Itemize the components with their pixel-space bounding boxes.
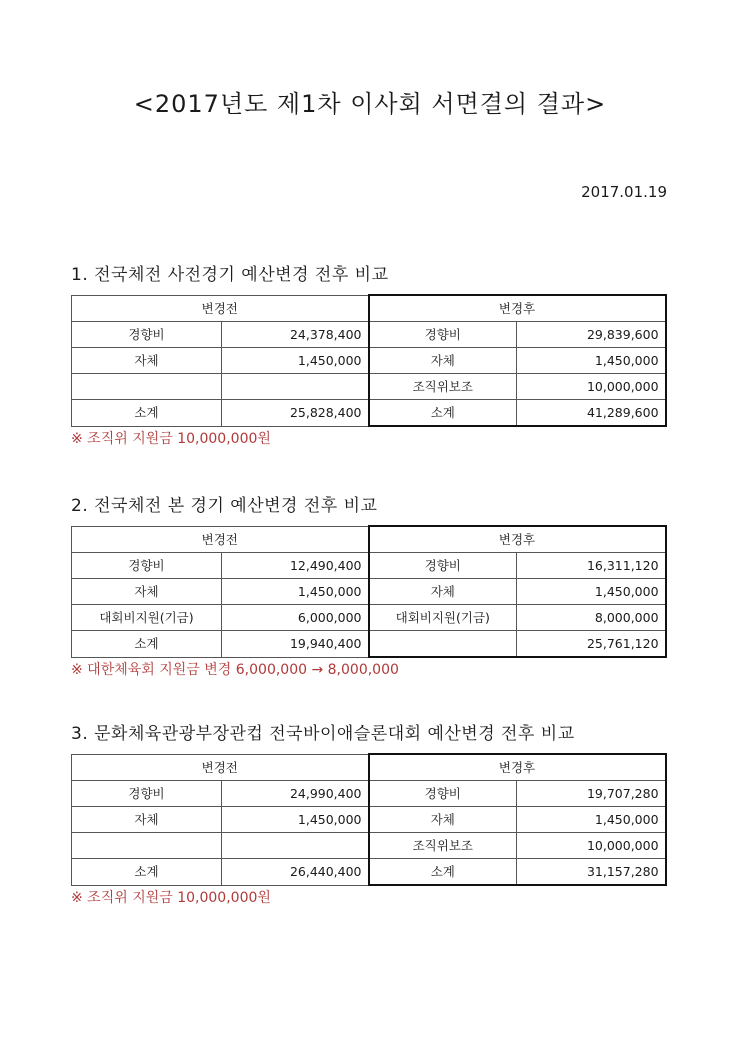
- table-header-row: [72, 295, 666, 322]
- after-label: 자체: [369, 348, 517, 374]
- before-value: [222, 833, 369, 859]
- before-header: 변경전: [72, 295, 369, 322]
- before-label: 소계: [72, 400, 222, 427]
- table-row: [72, 605, 666, 631]
- section-note: ※ 대한체육회 지원금 변경 6,000,000 → 8,000,000: [71, 662, 399, 678]
- section-note: ※ 조직위 지원금 10,000,000원: [71, 890, 271, 906]
- page-title: <2017년도 제1차 이사회 서면결의 결과>: [133, 90, 607, 118]
- before-label: 대회비지원(기금): [72, 605, 222, 631]
- after-label: 소계: [369, 400, 517, 427]
- after-value: 31,157,280: [517, 859, 666, 886]
- before-value: 6,000,000: [222, 605, 369, 631]
- budget-comparison-table: [71, 753, 667, 886]
- after-value: 19,707,280: [517, 781, 666, 807]
- table-row: [72, 322, 666, 348]
- before-value: 25,828,400: [222, 400, 369, 427]
- after-label: 경향비: [369, 781, 517, 807]
- before-value: 24,378,400: [222, 322, 369, 348]
- before-value: 12,490,400: [222, 553, 369, 579]
- before-label: [72, 833, 222, 859]
- section-1: [71, 264, 665, 449]
- before-value: 1,450,000: [222, 579, 369, 605]
- after-label: 대회비지원(기금): [369, 605, 517, 631]
- before-label: 소계: [72, 631, 222, 658]
- after-label: 소계: [369, 859, 517, 886]
- after-value: 10,000,000: [517, 833, 666, 859]
- after-value: 1,450,000: [517, 807, 666, 833]
- before-value: [222, 374, 369, 400]
- table-header-row: [72, 526, 666, 553]
- after-label: 자체: [369, 807, 517, 833]
- after-label: 경향비: [369, 553, 517, 579]
- table-row-subtotal: [72, 859, 666, 886]
- after-value: 25,761,120: [517, 631, 666, 658]
- table-row: [72, 807, 666, 833]
- table-row-subtotal: [72, 631, 666, 658]
- table-row: [72, 374, 666, 400]
- after-value: 10,000,000: [517, 374, 666, 400]
- after-header: 변경후: [369, 295, 666, 322]
- section-heading: 1. 전국체전 사전경기 예산변경 전후 비교: [71, 265, 389, 285]
- after-label: 경향비: [369, 322, 517, 348]
- section-heading: 3. 문화체육관광부장관컵 전국바이애슬론대회 예산변경 전후 비교: [71, 724, 575, 744]
- section-2: [71, 495, 665, 680]
- section-heading: 2. 전국체전 본 경기 예산변경 전후 비교: [71, 496, 378, 516]
- section-3: [71, 723, 665, 908]
- table-row: [72, 579, 666, 605]
- after-value: 8,000,000: [517, 605, 666, 631]
- before-header: 변경전: [72, 754, 369, 781]
- budget-comparison-table: [71, 294, 667, 427]
- table-row: [72, 781, 666, 807]
- after-value: 1,450,000: [517, 579, 666, 605]
- before-label: 소계: [72, 859, 222, 886]
- before-value: 19,940,400: [222, 631, 369, 658]
- before-header: 변경전: [72, 526, 369, 553]
- after-value: 29,839,600: [517, 322, 666, 348]
- after-value: 1,450,000: [517, 348, 666, 374]
- after-label: 조직위보조: [369, 833, 517, 859]
- before-label: [72, 374, 222, 400]
- before-value: 26,440,400: [222, 859, 369, 886]
- before-value: 1,450,000: [222, 348, 369, 374]
- after-header: 변경후: [369, 526, 666, 553]
- table-row-subtotal: [72, 400, 666, 427]
- budget-comparison-table: [71, 525, 667, 658]
- section-note: ※ 조직위 지원금 10,000,000원: [71, 431, 271, 447]
- table-row: [72, 553, 666, 579]
- document-date: 2017.01.19: [581, 183, 667, 201]
- before-label: 경향비: [72, 553, 222, 579]
- before-label: 경향비: [72, 781, 222, 807]
- before-value: 24,990,400: [222, 781, 369, 807]
- after-value: 16,311,120: [517, 553, 666, 579]
- after-value: 41,289,600: [517, 400, 666, 427]
- after-header: 변경후: [369, 754, 666, 781]
- after-label: [369, 631, 517, 658]
- table-row: [72, 833, 666, 859]
- before-label: 자체: [72, 807, 222, 833]
- before-label: 경향비: [72, 322, 222, 348]
- after-label: 조직위보조: [369, 374, 517, 400]
- before-label: 자체: [72, 579, 222, 605]
- before-label: 자체: [72, 348, 222, 374]
- table-row: [72, 348, 666, 374]
- table-header-row: [72, 754, 666, 781]
- before-value: 1,450,000: [222, 807, 369, 833]
- after-label: 자체: [369, 579, 517, 605]
